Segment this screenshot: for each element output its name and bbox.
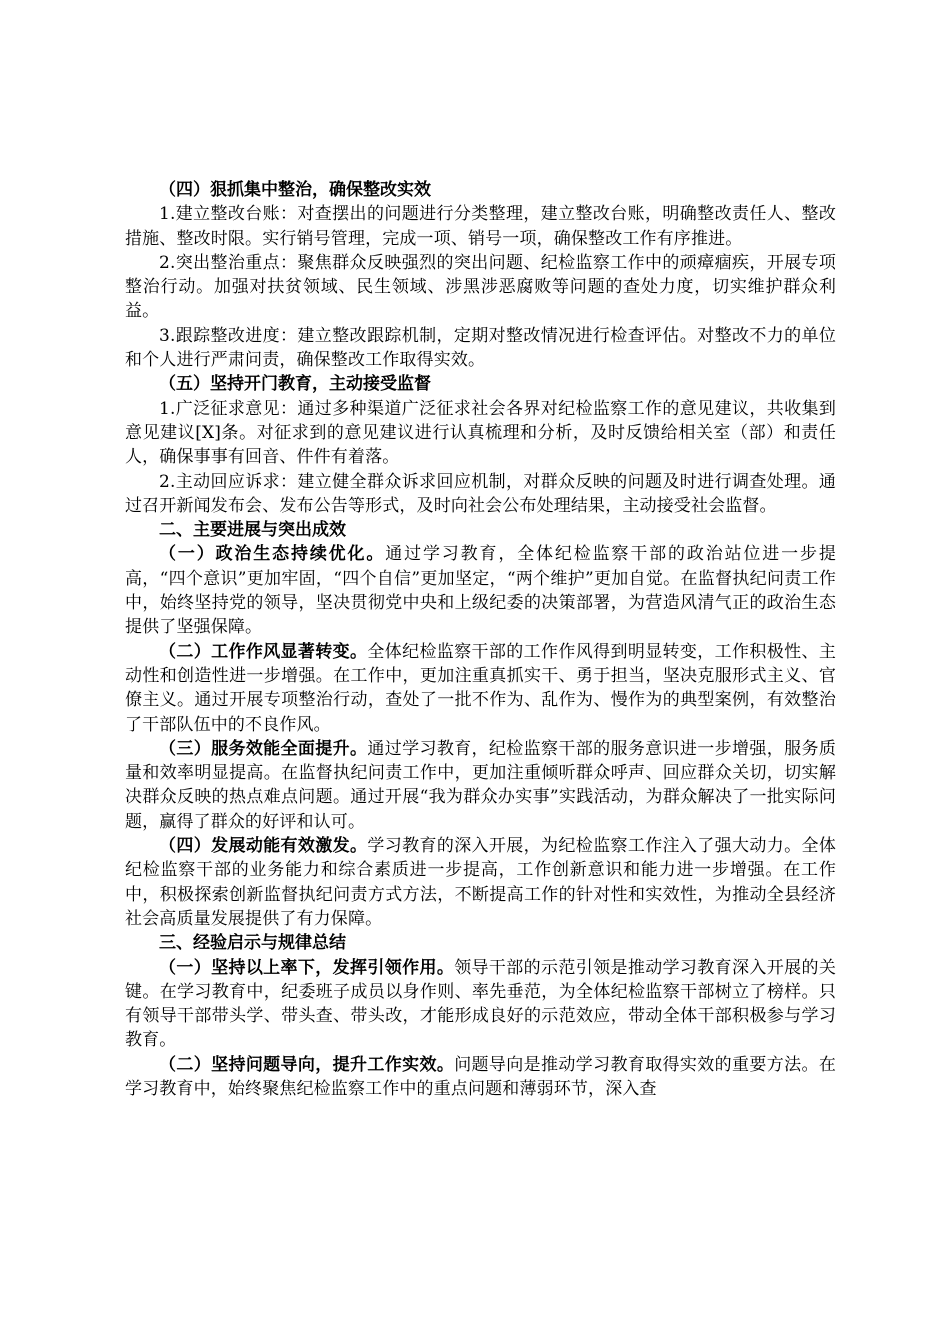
paragraph-lead: （二）坚持问题导向，提升工作实效。 (159, 1054, 455, 1075)
paragraph-body: 学习教育的深入开展，为纪检监察工作注入了强大动力。全体纪检监察干部的业务能力和综合素质进一步提高，工作创新意识和能力进一步增强。在工作中，积极探索创新监督执纪问责方式方法，不断提高工作的针对性和实效性，为推动全县经济社会高质量发展提供了有力保障。 (125, 836, 836, 929)
paragraph-body: 领导干部的示范引领是推动学习教育深入开展的关键。在学习教育中，纪委班子成员以身作则、率先垂范，为全体纪检监察干部树立了榜样。只有领导干部带头学、带头查、带头改，才能形成良好的示范效应，带动全体干部积极参与学习教育。 (125, 957, 836, 1051)
paragraph-body: 通过学习教育，纪检监察干部的服务意识进一步增强，服务质量和效率明显提高。在监督执纪问责工作中，更加注重倾听群众呼声、回应群众关切，切实解决群众反映的热点难点问题。通过开展“我为群众办实事”实践活动，为群众解决了一批实际问题，赢得了群众的好评和认可。 (125, 738, 836, 832)
paragraph (125, 737, 836, 834)
paragraph: 1.广泛征求意见：通过多种渠道广泛征求社会各界对纪检监察工作的意见建议，共收集到意见建议[X]条。对征求到的意见建议进行认真梳理和分析，及时反馈给相关室（部）和责任人，确保事事有回音、件件有着落。 (125, 398, 836, 468)
paragraph-body: 问题导向是推动学习教育取得实效的重要方法。在学习教育中，始终聚焦纪检监察工作中的重点问题和薄弱环节，深入查 (125, 1054, 836, 1099)
section-heading: （四）狠抓集中整治，确保整改实效 (159, 180, 431, 200)
paragraph-body: 通过学习教育，全体纪检监察干部的政治站位进一步提高，“四个意识”更加牢固，“四个自信”更加坚定，“两个维护”更加自觉。在监督执纪问责工作中，始终坚持党的领导，坚决贯彻党中央和上级纪委的决策部署，为营造风清气正的政治生态提供了坚强保障。 (125, 544, 836, 638)
paragraph-lead: （三）服务效能全面提升。 (159, 738, 368, 759)
paragraph-lead: （二）工作作风显著转变。 (159, 641, 368, 662)
paragraph (125, 640, 836, 737)
paragraph (125, 1053, 836, 1102)
chapter-heading: 二、主要进展与突出成效 (159, 520, 346, 541)
paragraph-body: 全体纪检监察干部的工作作风得到明显转变，工作积极性、主动性和创造性进一步增强。在工作中，更加注重真抓实干、勇于担当，坚决克服形式主义、官僚主义。通过开展专项整治行动，查处了一批不作为、乱作为、慢作为的典型案例，有效整治了干部队伍中的不良作风。 (125, 641, 836, 735)
paragraph: 3.跟踪整改进度：建立整改跟踪机制，定期对整改情况进行检查评估。对整改不力的单位和个人进行严肃问责，确保整改工作取得实效。 (125, 325, 836, 371)
paragraph: 2.主动回应诉求：建立健全群众诉求回应机制，对群众反映的问题及时进行调查处理。通过召开新闻发布会、发布公告等形式，及时向社会公布处理结果，主动接受社会监督。 (125, 471, 836, 516)
paragraph-lead: （一）政治生态持续优化。 (159, 544, 386, 565)
chapter-heading: 三、经验启示与规律总结 (159, 933, 346, 954)
paragraph (125, 542, 836, 639)
paragraph (125, 834, 836, 931)
document-page (125, 178, 836, 1101)
paragraph: 2.突出整治重点：聚焦群众反映强烈的突出问题、纪检监察工作中的顽瘴痼疾，开展专项整治行动。加强对扶贫领域、民生领域、涉黑涉恶腐败等问题的查处力度，切实维护群众利益。 (125, 252, 836, 322)
paragraph: 1.建立整改台账：对查摆出的问题进行分类整理，建立整改台账，明确整改责任人、整改措施、整改时限。实行销号管理，完成一项、销号一项，确保整改工作有序推进。 (125, 204, 836, 249)
paragraph (125, 956, 836, 1053)
section-heading: （五）坚持开门教育，主动接受监督 (159, 374, 431, 395)
paragraph-lead: （一）坚持以上率下，发挥引领作用。 (159, 957, 455, 978)
paragraph-lead: （四）发展动能有效激发。 (159, 836, 368, 857)
